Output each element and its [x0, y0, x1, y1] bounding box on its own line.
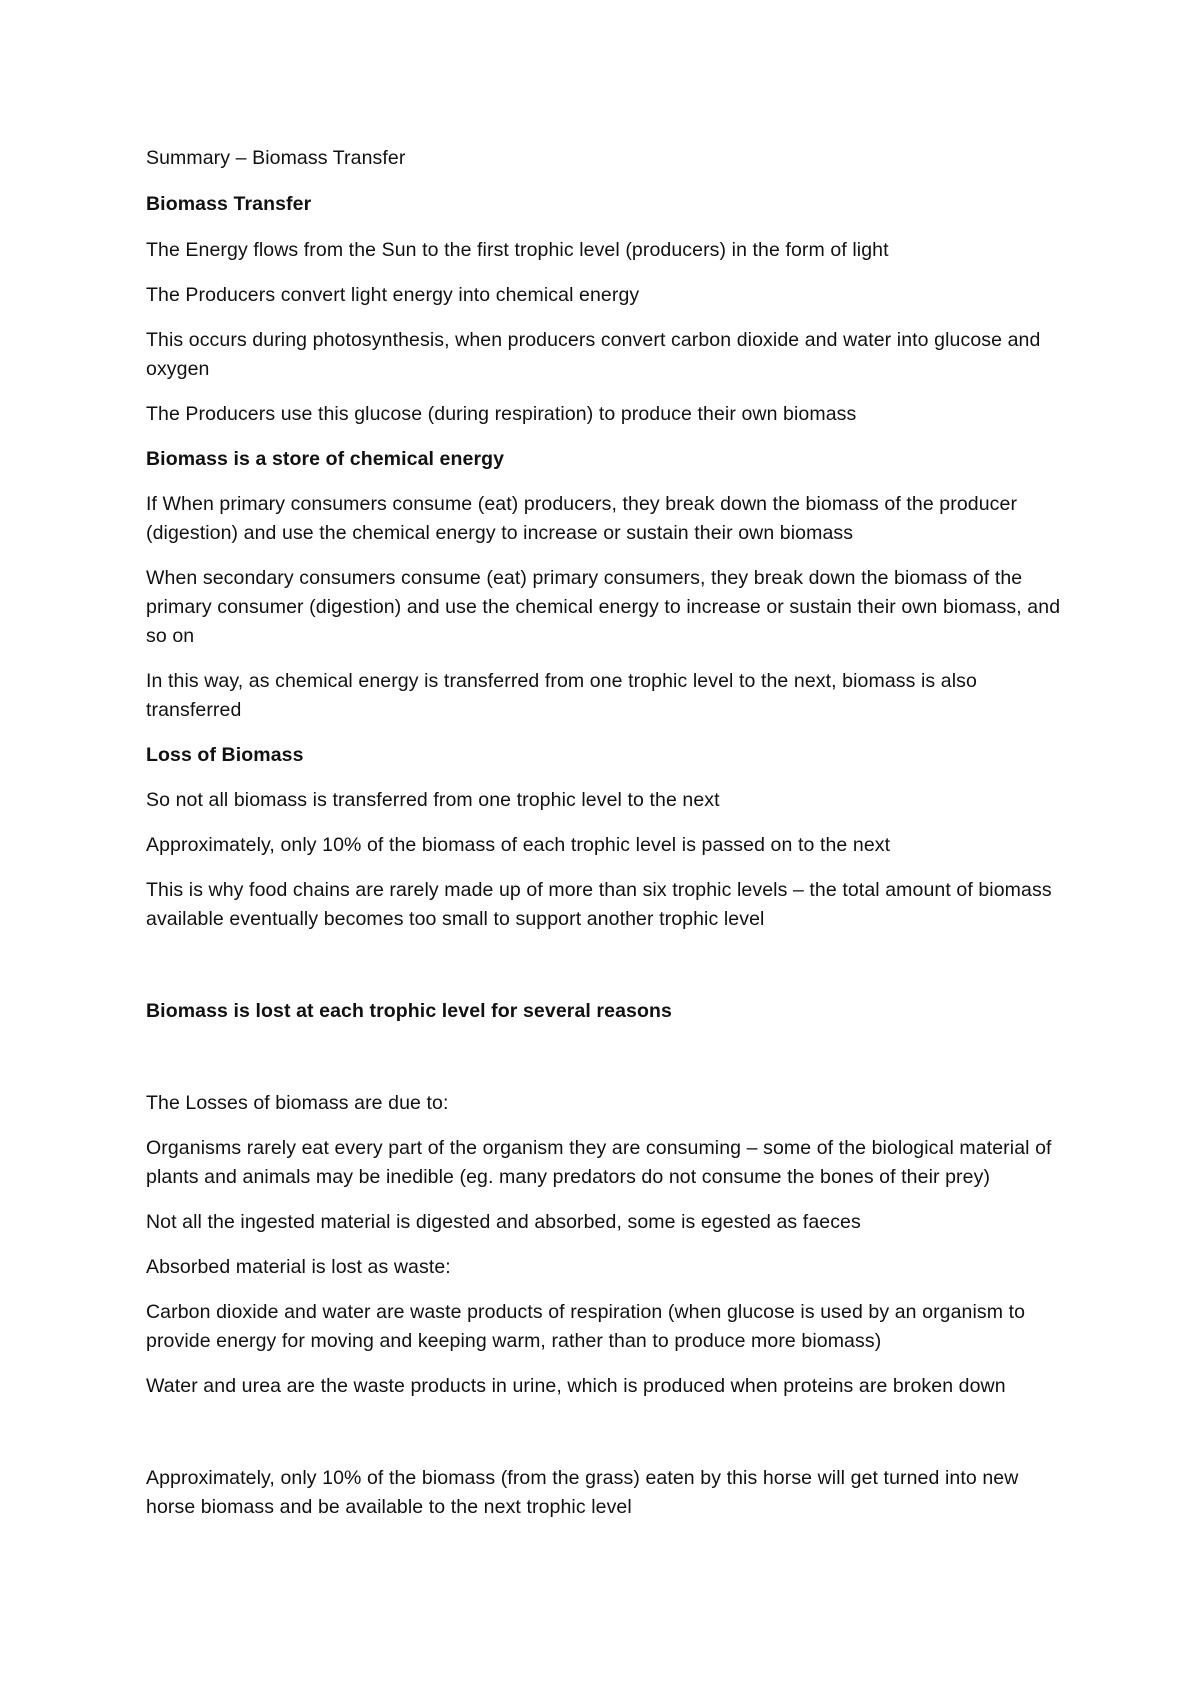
paragraph-urine-waste: Water and urea are the waste products in urine, which is produced when proteins are broken down — [146, 1375, 1006, 1397]
paragraph-inedible-parts: Organisms rarely eat every part of the organism they are consuming – some of the biological material of plants and animals may be inedible (eg. many predators do not consume the bones of their prey) — [146, 1137, 1052, 1188]
paragraph-respiration-waste: Carbon dioxide and water are waste products of respiration (when glucose is used by an organism to provide energy for moving and keeping warm, rather than to produce more biomass) — [146, 1301, 1026, 1352]
paragraph-losses-intro: The Losses of biomass are due to: — [146, 1092, 449, 1114]
paragraph-producers-glucose: The Producers use this glucose (during respiration) to produce their own biomass — [146, 403, 857, 425]
paragraph-primary-consumers: If When primary consumers consume (eat) producers, they break down the biomass of the producer (digestion) and use the chemical energy to increase or sustain their own biomass — [146, 493, 1018, 544]
paragraph-food-chain-length: This is why food chains are rarely made up of more than six trophic levels – the total amount of biomass available eventually becomes too small to support another trophic level — [146, 879, 1052, 930]
document-title: Summary – Biomass Transfer — [146, 147, 406, 169]
section-heading-loss-of-biomass: Loss of Biomass — [146, 744, 304, 766]
paragraph-absorbed-waste: Absorbed material is lost as waste: — [146, 1256, 451, 1278]
section-heading-reasons: Biomass is lost at each trophic level for several reasons — [146, 1000, 672, 1022]
paragraph-not-all-transferred: So not all biomass is transferred from one trophic level to the next — [146, 789, 720, 811]
paragraph-secondary-consumers: When secondary consumers consume (eat) primary consumers, they break down the biomass of the primary consumer (digestion) and use the chemical energy to increase or sustain their own biomass, and so on — [146, 567, 1061, 647]
section-heading-chemical-energy-store: Biomass is a store of chemical energy — [146, 448, 505, 470]
paragraph-egested-faeces: Not all the ingested material is digested and absorbed, some is egested as faeces — [146, 1211, 861, 1233]
paragraph-producers-convert: The Producers convert light energy into chemical energy — [146, 284, 640, 306]
document-body — [146, 144, 1066, 1522]
paragraph-photosynthesis: This occurs during photosynthesis, when producers convert carbon dioxide and water into glucose and oxygen — [146, 329, 1041, 380]
paragraph-transfer-summary: In this way, as chemical energy is transferred from one trophic level to the next, biomass is also transferred — [146, 670, 977, 721]
paragraph-horse-example: Approximately, only 10% of the biomass (from the grass) eaten by this horse will get turned into new horse biomass and be available to the next trophic level — [146, 1467, 1019, 1518]
paragraph-ten-percent: Approximately, only 10% of the biomass of each trophic level is passed on to the next — [146, 834, 891, 856]
section-heading-biomass-transfer: Biomass Transfer — [146, 193, 312, 215]
paragraph-energy-flow: The Energy flows from the Sun to the first trophic level (producers) in the form of light — [146, 239, 889, 261]
